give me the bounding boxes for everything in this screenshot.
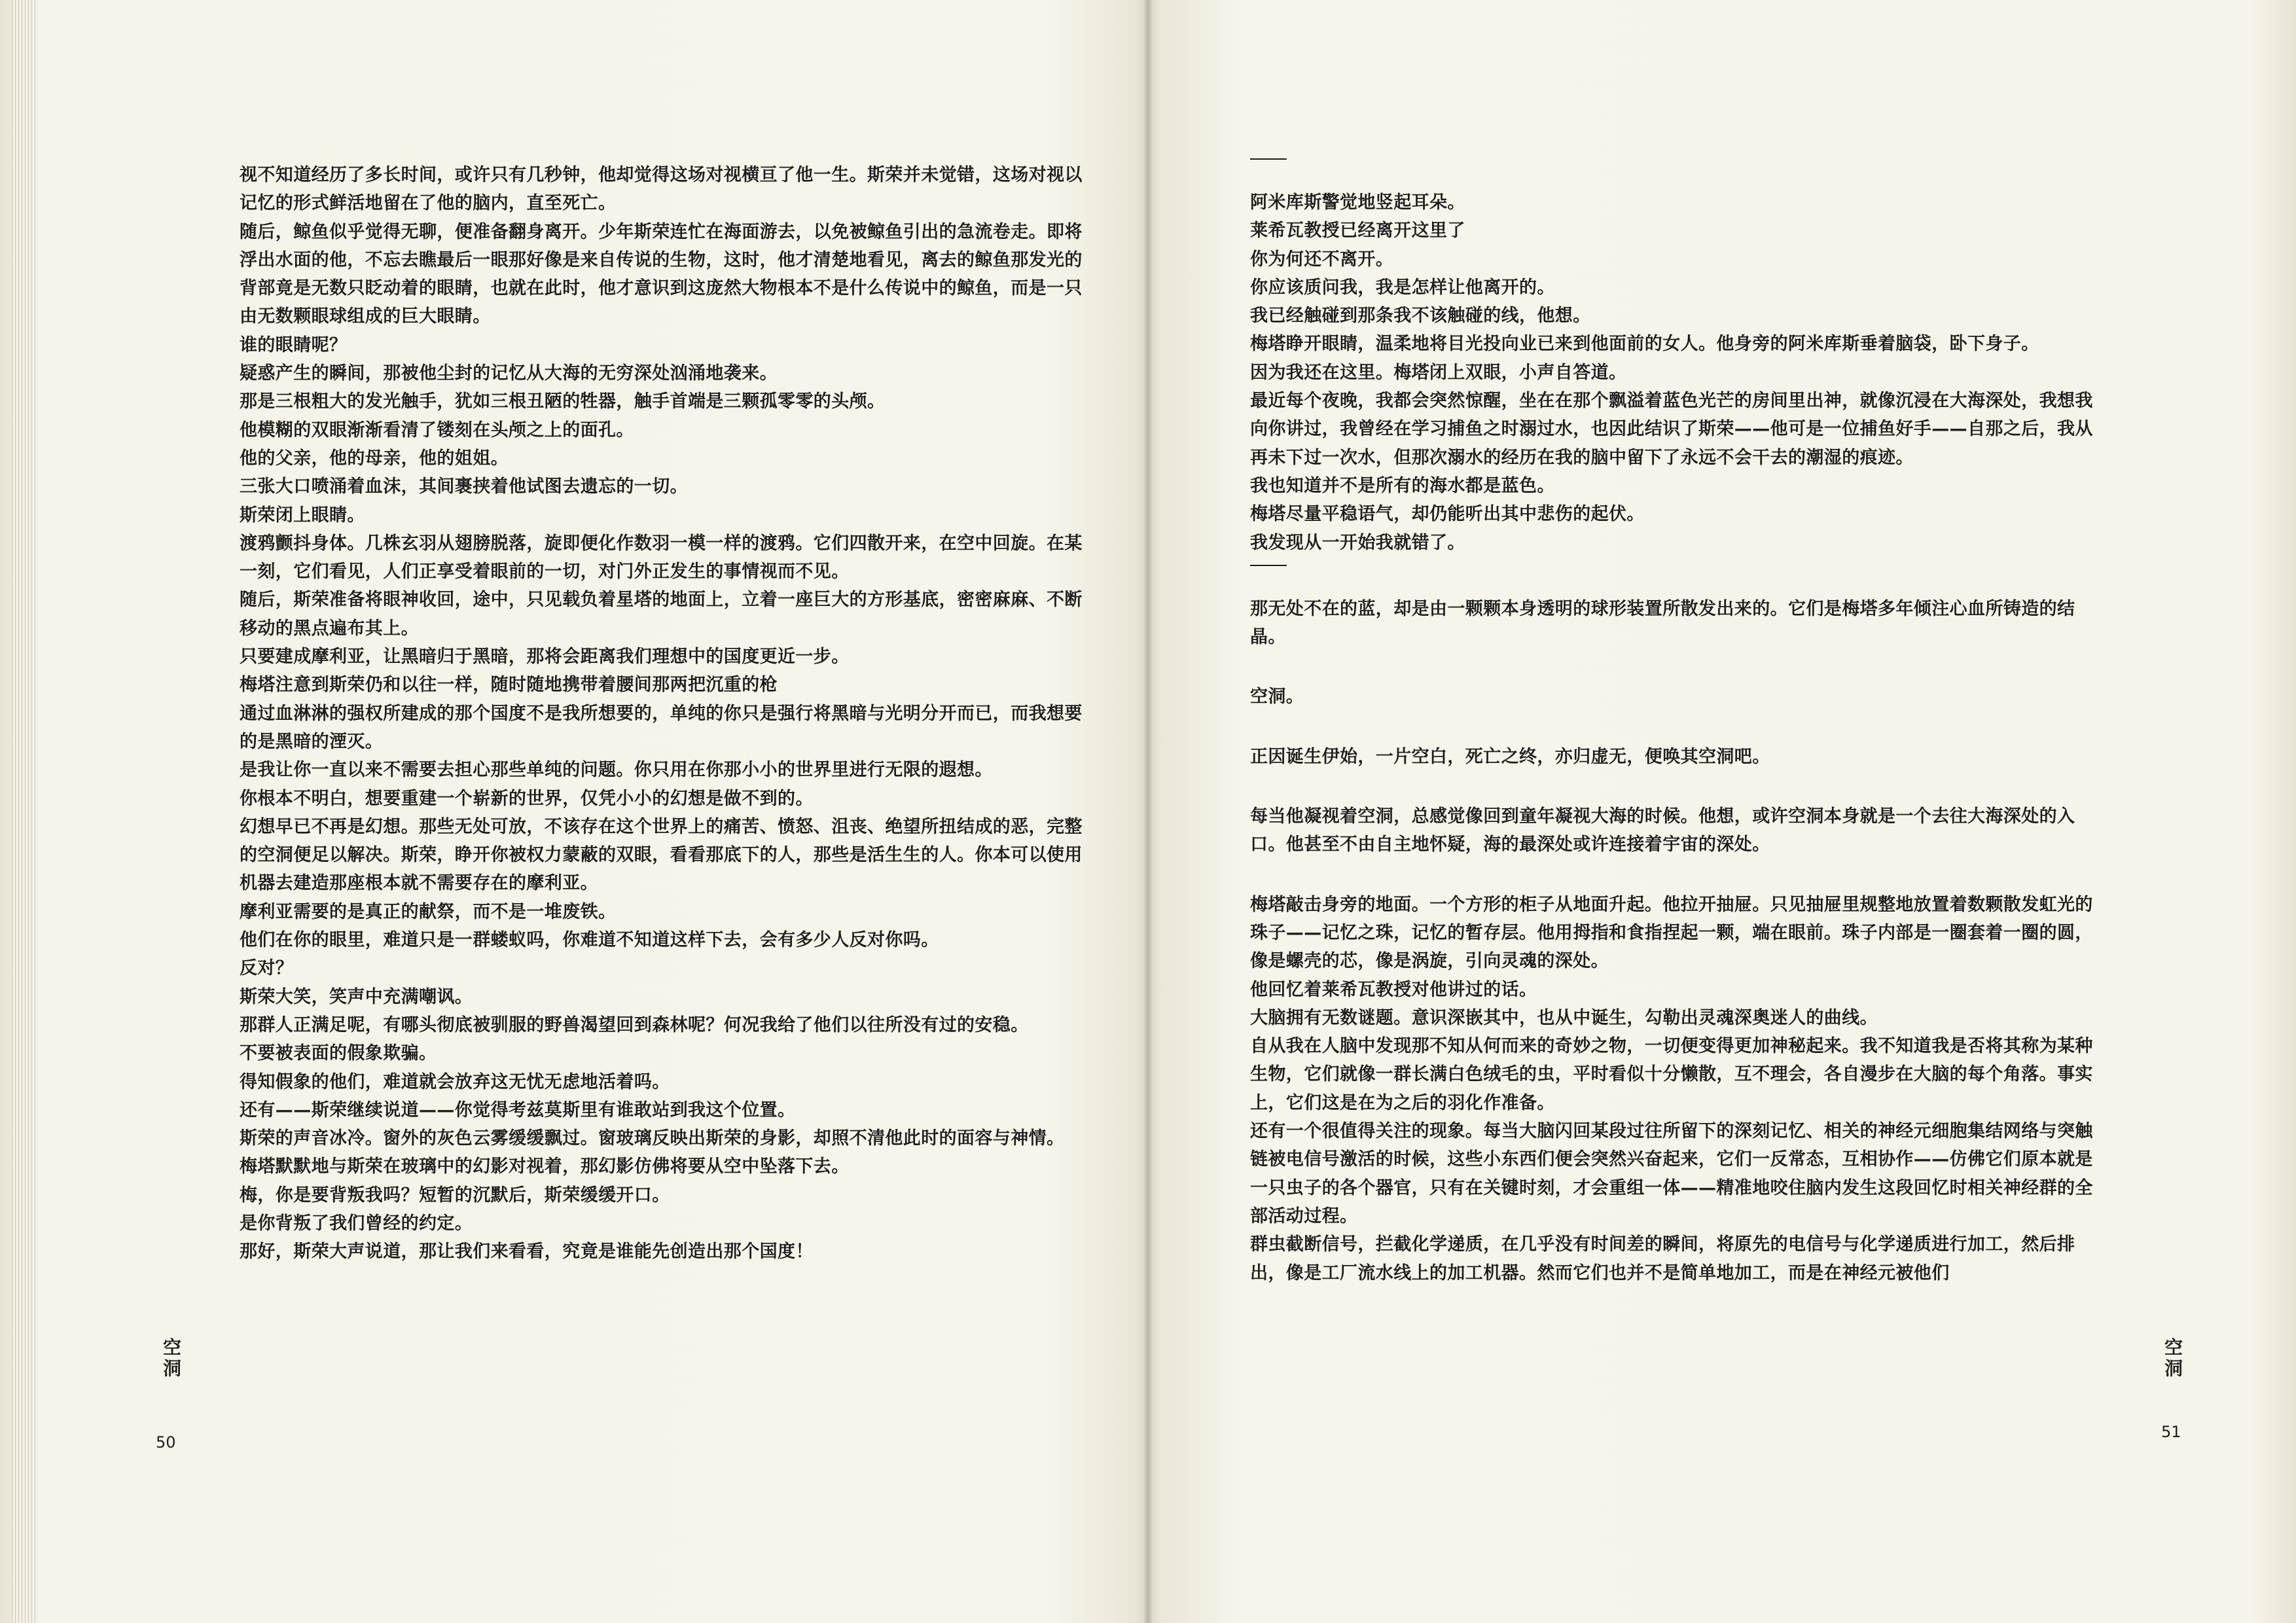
paragraph: 那无处不在的蓝，却是由一颗颗本身透明的球形装置所散发出来的。它们是梅塔多年倾注心血所铸造的结晶。: [1250, 598, 2075, 648]
paragraph: 那群人正满足呢，有哪头彻底被驯服的野兽渴望回到森林呢？何况我给了他们以往所没有过的安稳。: [240, 1014, 1029, 1035]
paragraph: 他模糊的双眼渐渐看清了镂刻在头颅之上的面孔。: [240, 419, 634, 440]
paragraph: 每当他凝视着空洞，总感觉像回到童年凝视大海的时候。他想，或许空洞本身就是一个去往大海深处的入口。他甚至不由自主地怀疑，海的最深处或许连接着宇宙的深处。: [1250, 806, 2075, 855]
paragraph: 还有——斯荣继续说道——你觉得考兹莫斯里有谁敢站到我这个位置。: [240, 1099, 796, 1120]
paragraph: 谁的眼睛呢？: [240, 334, 348, 355]
paragraph: 因为我还在这里。梅塔闭上双眼，小声自答道。: [1250, 362, 1627, 383]
paragraph: 梅塔默默地与斯荣在玻璃中的幻影对视着，那幻影仿佛将要从空中坠落下去。: [240, 1156, 850, 1177]
paragraph: 幻想早已不再是幻想。那些无处可放，不该存在这个世界上的痛苦、愤怒、沮丧、绝望所扭结成的恶，完整的空洞便足以解决。斯荣，睁开你被权力蒙蔽的双眼，看看那底下的人，那些是活生生的人。你本可以使用机器去建造那座根本就不需要存在的摩利亚。: [240, 816, 1083, 894]
left-page-text: [240, 161, 1088, 1266]
paragraph: 阿米库斯警觉地竖起耳朵。: [1250, 192, 1465, 213]
paragraph: 你为何还不离开。: [1250, 249, 1394, 270]
running-title-right: 空洞: [2162, 1338, 2183, 1380]
paragraph: 正因诞生伊始，一片空白，死亡之终，亦归虚无，便唤其空洞吧。: [1250, 746, 1770, 767]
paragraph: 最近每个夜晚，我都会突然惊醒，坐在在那个飘溢着蓝色光芒的房间里出神，就像沉浸在大海深处，我想我向你讲过，我曾经在学习捕鱼之时溺过水，也因此结识了斯荣——他可是一位捕鱼好手——自那之后，我从再未下过一次水，但那次溺水的经历在我的脑中留下了永远不会干去的潮湿的痕迹。: [1250, 391, 2093, 468]
paragraph: 只要建成摩利亚，让黑暗归于黑暗，那将会距离我们理想中的国度更近一步。: [240, 647, 850, 668]
paragraph: 他们在你的眼里，难道只是一群蝼蚁吗，你难道不知道这样下去，会有多少人反对你吗。: [240, 930, 939, 951]
paragraph: 大脑拥有无数谜题。意识深嵌其中，也从中诞生，勾勒出灵魂深奥迷人的曲线。: [1250, 1007, 1878, 1028]
paragraph: 我也知道并不是所有的海水都是蓝色。: [1250, 475, 1555, 496]
paragraph: 梅塔睁开眼睛，温柔地将目光投向业已来到他面前的女人。他身旁的阿米库斯垂着脑袋，卧下身子。: [1250, 334, 2039, 355]
paragraph: 我发现从一开始我就错了。: [1250, 532, 1465, 553]
paragraph: 莱希瓦教授已经离开这里了: [1250, 221, 1465, 241]
paragraph: 还有一个很值得关注的现象。每当大脑闪回某段过往所留下的深刻记忆、相关的神经元细胞集结网络与突触链被电信号激活的时候，这些小东西们便会突然兴奋起来，它们一反常态，互相协作——仿佛它们原本就是一只虫子的各个器官，只有在关键时刻，才会重组一体——精准地咬住脑内发生这段回忆时相关神经群的全部活动过程。: [1250, 1121, 2093, 1226]
paragraph: 梅，你是要背叛我吗？短暂的沉默后，斯荣缓缓开口。: [240, 1185, 670, 1205]
paragraph: 随后，鲸鱼似乎觉得无聊，便准备翻身离开。少年斯荣连忙在海面游去，以免被鲸鱼引出的急流卷走。即将浮出水面的他，不忘去瞧最后一眼那好像是来自传说的生物，这时，他才清楚地看见，离去的鲸鱼那发光的背部竟是无数只眨动着的眼睛，也就在此时，他才意识到这庞然大物根本不是什么传说中的鲸鱼，而是一只由无数颗眼球组成的巨大眼睛。: [240, 221, 1083, 327]
paragraph: 摩利亚需要的是真正的献祭，而不是一堆废铁。: [240, 901, 617, 922]
paragraph: 你应该质问我，我是怎样让他离开的。: [1250, 277, 1555, 298]
paragraph: 他回忆着莱希瓦教授对他讲过的话。: [1250, 979, 1537, 1000]
paragraph: 自从我在人脑中发现那不知从何而来的奇妙之物，一切便变得更加神秘起来。我不知道我是否将其称为某种生物，它们就像一群长满白色绒毛的虫，平时看似十分懒散，互不理会，各自漫步在大脑的每个角落。事实上，它们这是在为之后的羽化作准备。: [1250, 1036, 2093, 1113]
right-page-text: [1250, 151, 2096, 1287]
paragraph: 视不知道经历了多长时间，或许只有几秒钟，他却觉得这场对视横亘了他一生。斯荣并未觉错，这场对视以记忆的形式鲜活地留在了他的脑内，直至死亡。: [240, 165, 1083, 214]
paragraph: 疑惑产生的瞬间，那被他尘封的记忆从大海的无穷深处汹涌地袭来。: [240, 363, 778, 384]
paragraph: 那是三根粗大的发光触手，犹如三根丑陋的牲器，触手首端是三颗孤零零的头颅。: [240, 391, 886, 412]
paragraph: 是你背叛了我们曾经的约定。: [240, 1213, 473, 1234]
paragraph: 三张大口喷涌着血沫，其间裹挟着他试图去遗忘的一切。: [240, 476, 688, 497]
paragraph: 是我让你一直以来不需要去担心那些单纯的问题。你只用在你那小小的世界里进行无限的遐想。: [240, 760, 993, 781]
paragraph: 渡鸦颤抖身体。几株玄羽从翅膀脱落，旋即便化作数羽一模一样的渡鸦。它们四散开来，在空中回旋。在某一刻，它们看见，人们正享受着眼前的一切，对门外正发生的事情视而不见。: [240, 533, 1083, 582]
paragraph: 空洞。: [1250, 687, 1304, 707]
paragraph: 反对？: [240, 958, 294, 979]
running-title-left: 空洞: [160, 1338, 182, 1380]
paragraph: 不要被表面的假象欺骗。: [240, 1043, 437, 1064]
paragraph: 他的父亲，他的母亲，他的姐姐。: [240, 448, 509, 469]
page-number-right: 51: [2161, 1423, 2181, 1441]
section-dash-rule: [1250, 158, 1287, 160]
paragraph: 得知假象的他们，难道就会放弃这无忧无虑地活着吗。: [240, 1071, 670, 1092]
paragraph: 群虫截断信号，拦截化学递质，在几乎没有时间差的瞬间，将原先的电信号与化学递质进行加工，然后排出，像是工厂流水线上的加工机器。然而它们也并不是简单地加工，而是在神经元被他们: [1250, 1234, 2075, 1283]
paragraph: 斯荣大笑，笑声中充满嘲讽。: [240, 986, 473, 1007]
paragraph: 我已经触碰到那条我不该触碰的线，他想。: [1250, 306, 1591, 327]
right-page: [1148, 0, 2296, 1623]
paragraph: 梅塔注意到斯荣仍和以往一样，随时随地携带着腰间那两把沉重的枪: [240, 675, 778, 696]
paragraph: 梅塔尽量平稳语气，却仍能听出其中悲伤的起伏。: [1250, 504, 1645, 525]
paragraph: 斯荣闭上眼睛。: [240, 505, 365, 526]
paragraph: 斯荣的声音冰冷。窗外的灰色云雾缓缓飘过。窗玻璃反映出斯荣的身影，却照不清他此时的面容与神情。: [240, 1128, 1065, 1149]
paragraph: 那好，斯荣大声说道，那让我们来看看，究竟是谁能先创造出那个国度！: [240, 1241, 814, 1262]
paragraph: 你根本不明白，想要重建一个崭新的世界，仅凭小小的幻想是做不到的。: [240, 788, 814, 809]
paragraph: 通过血淋淋的强权所建成的那个国度不是我所想要的，单纯的你只是强行将黑暗与光明分开而已，而我想要的是黑暗的湮灭。: [240, 703, 1083, 752]
paragraph: 随后，斯荣准备将眼神收回，途中，只见载负着星塔的地面上，立着一座巨大的方形基底，密密麻麻、不断移动的黑点遍布其上。: [240, 590, 1083, 639]
page-number-left: 50: [156, 1433, 176, 1452]
section-dash-rule: [1250, 565, 1287, 566]
paragraph: 梅塔敲击身旁的地面。一个方形的柜子从地面升起。他拉开抽屉。只见抽屉里规整地放置着数颗散发虹光的珠子——记忆之珠，记忆的暂存层。他用拇指和食指捏起一颗，端在眼前。珠子内部是一圈套着一圈的圆，像是螺壳的芯，像是涡旋，引向灵魂的深处。: [1250, 894, 2093, 972]
